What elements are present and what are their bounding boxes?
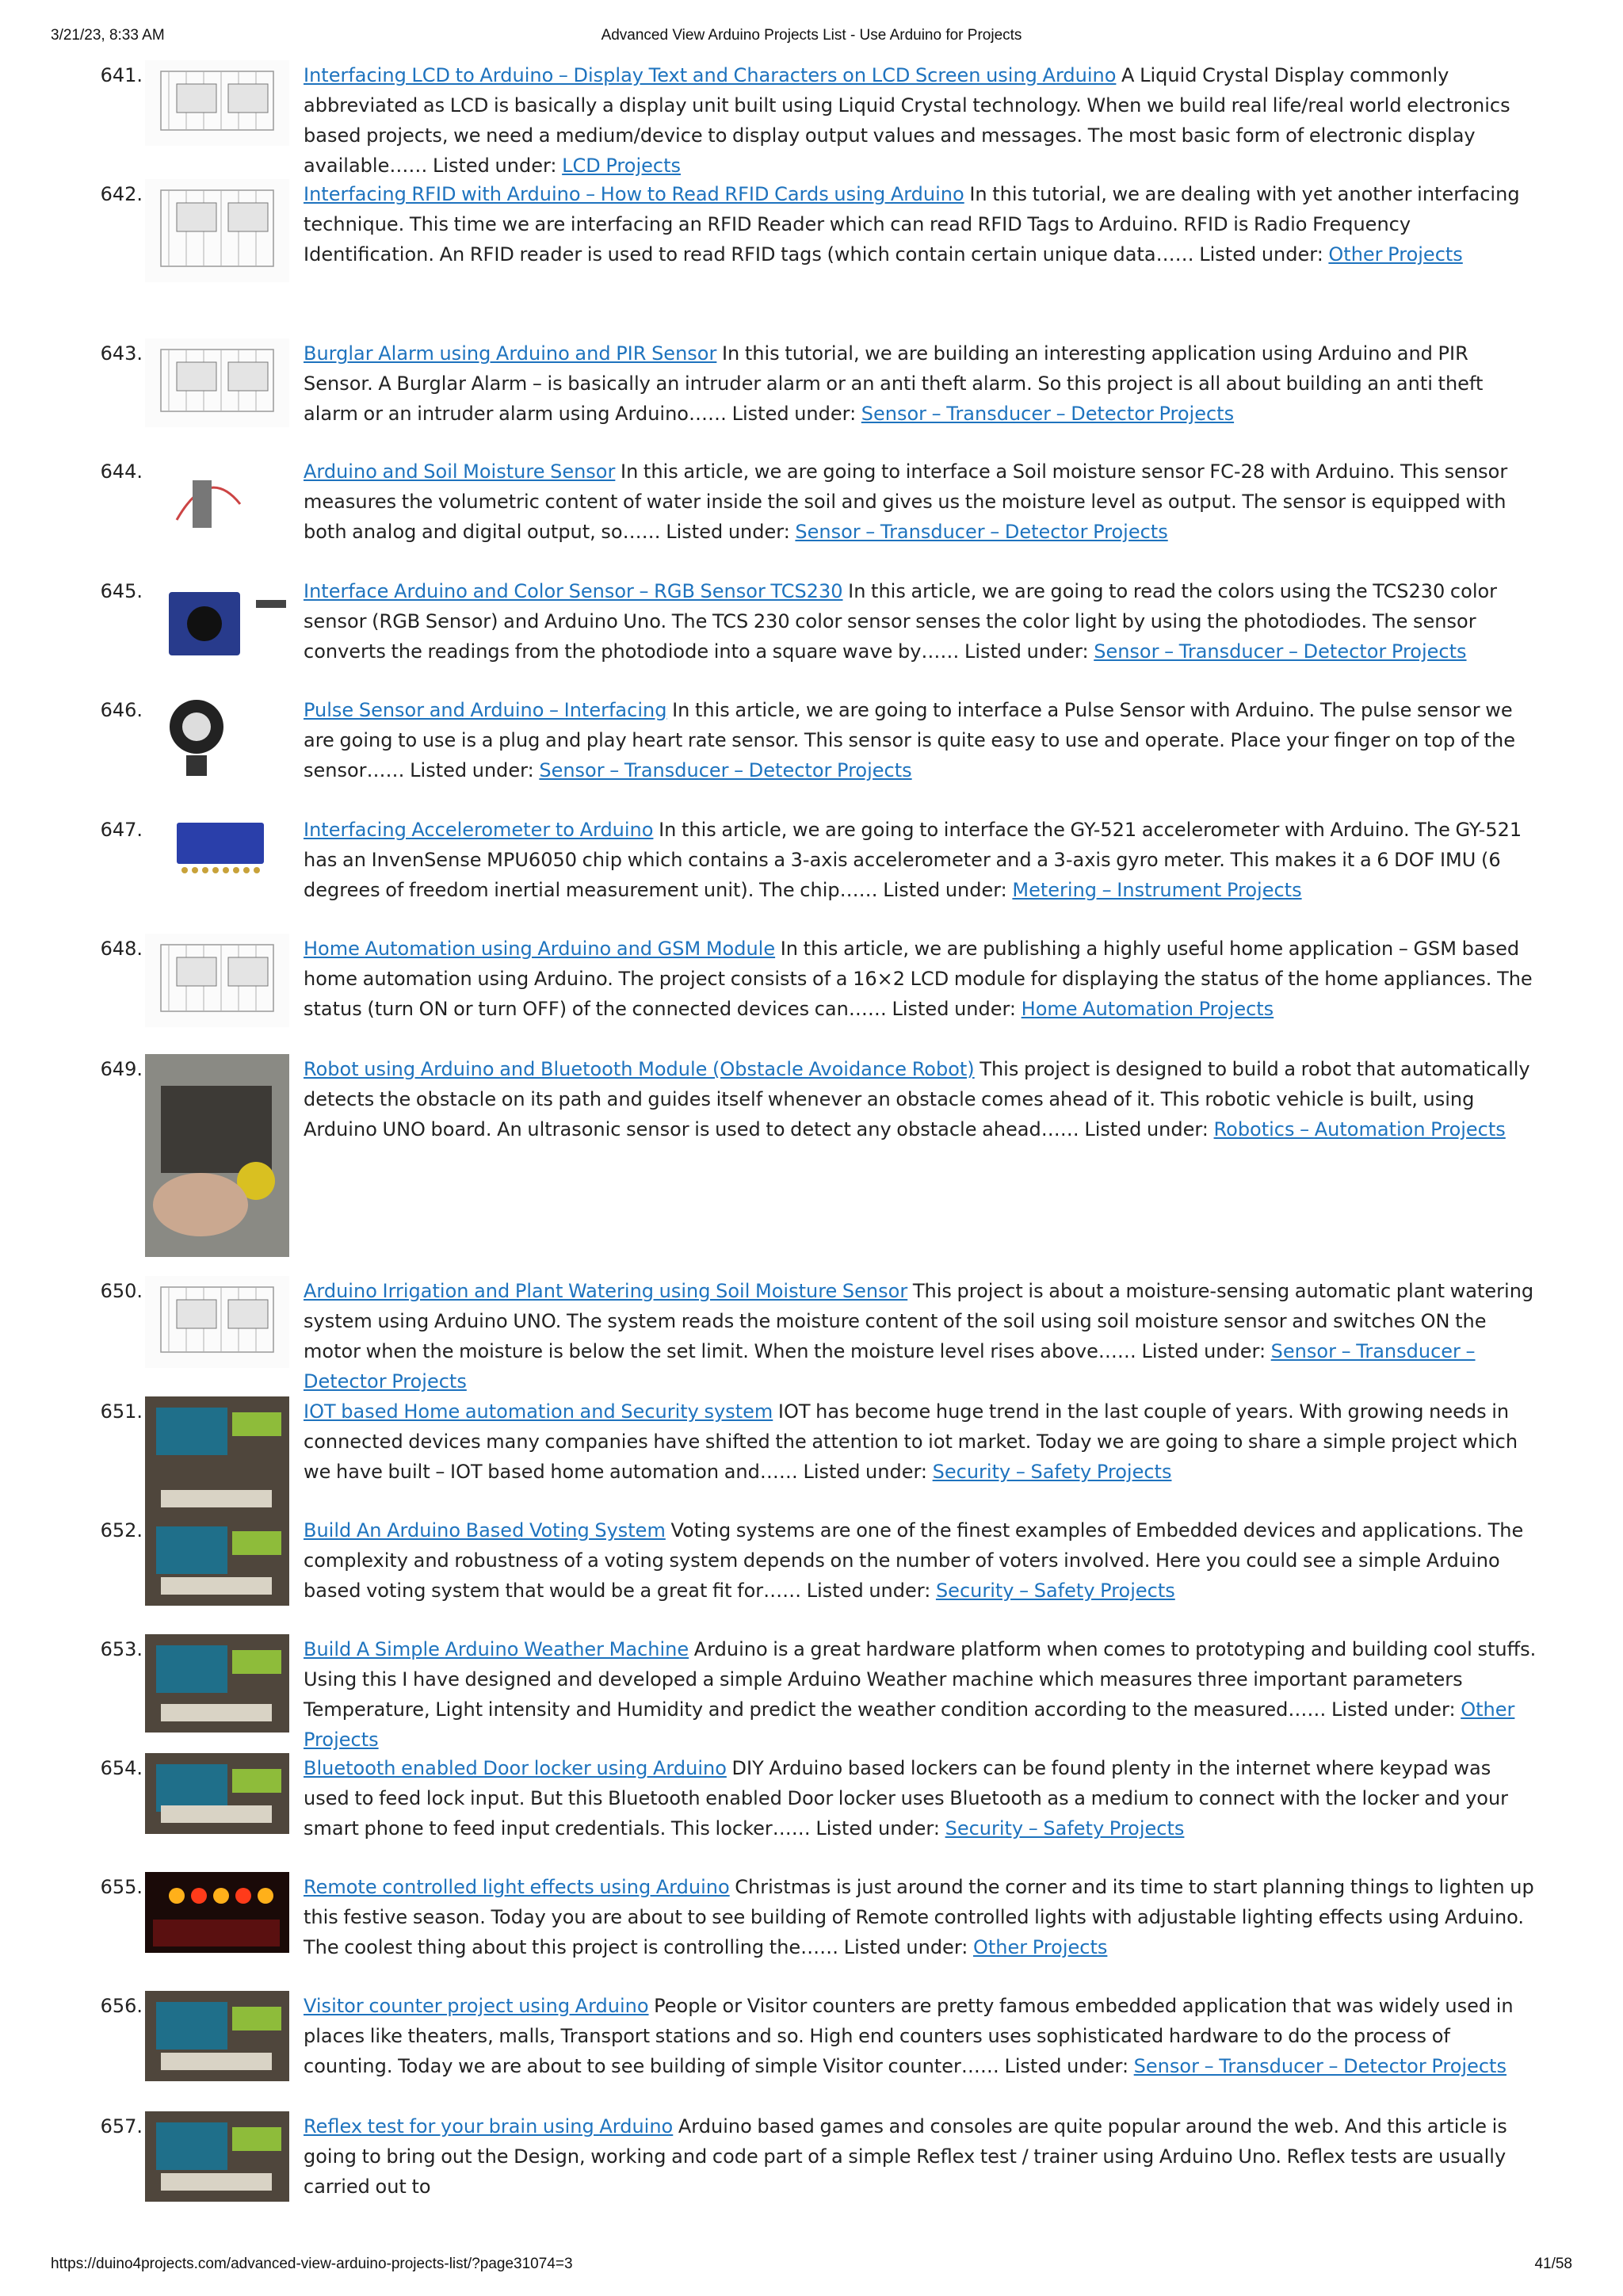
category-link[interactable]: Sensor – Transducer – Detector Projects [1094,640,1467,663]
project-title-link[interactable]: Interfacing LCD to Arduino – Display Text and Characters on LCD Screen using Arduino [304,64,1117,86]
project-title-link[interactable]: IOT based Home automation and Security system [304,1400,773,1423]
description-text: In this article, we are publishing a highly useful home application – GSM based home automation using Arduino. The project consists of a 16×2 LCD module for displaying the status of the home appliances. The status (turn ON or turn OFF) of the connected devices can…… Listed under: [304,938,1533,1020]
project-description [304,1634,1540,1755]
project-thumbnail[interactable] [145,2111,289,2202]
item-number: 644. [100,460,143,483]
category-link[interactable]: Other Projects [972,1936,1108,1958]
description-text: DIY Arduino based lockers can be found plenty in the internet where keypad was used to feed lock input. But this Bluetooth enabled Door locker uses Bluetooth as a medium to connect with the locker and your smart phone to feed input credentials. This locker…… Listed under: [304,1757,1509,1839]
description-text: People or Visitor counters are pretty famous embedded application that was widely used in places like theaters, malls, Transport stations and so. High end counters uses sophisticated hardware to do the process of counting. Today we are about to see building of simple Visitor counter…… Listed under: [304,1995,1514,2077]
category-link[interactable]: Sensor – Transducer – Detector Projects [539,759,912,781]
project-thumbnail[interactable] [145,576,289,663]
item-number: 642. [100,183,143,205]
item-number: 646. [100,699,143,721]
description-text: IOT has become huge trend in the last couple of years. With growing needs in connected devices many companies have shifted the attention to iot market. Today we are going to share a simple project which we have built – IOT based home automation and…… Listed under: [304,1400,1518,1483]
item-number: 654. [100,1757,143,1779]
project-description [304,815,1540,905]
category-link[interactable]: Robotics – Automation Projects [1213,1118,1506,1140]
project-description [304,1054,1540,1144]
project-thumbnail[interactable] [145,1991,289,2081]
description-text: Arduino is a great hardware platform when comes to prototyping and building cool stuffs. Using this I have designed and developed a simple Arduino Weather machine which measures three important parameters Temperature, Light intensity and Humidity and predict the weather condition according to the measured…… Listed under: [304,1638,1537,1721]
project-title-link[interactable]: Interfacing Accelerometer to Arduino [304,819,654,841]
project-thumbnail[interactable] [145,1276,289,1368]
project-title-link[interactable]: Bluetooth enabled Door locker using Arduino [304,1757,727,1779]
category-link[interactable]: Metering – Instrument Projects [1012,879,1302,901]
project-thumbnail[interactable] [145,1753,289,1834]
item-number: 648. [100,938,143,960]
print-page-number: 41/58 [1534,2256,1572,2272]
project-title-link[interactable]: Robot using Arduino and Bluetooth Module (Obstacle Avoidance Robot) [304,1058,975,1080]
item-number: 657. [100,2115,143,2137]
description-text: In this article, we are going to interface a Pulse Sensor with Arduino. The pulse sensor we are going to use is a plug and play heart rate sensor. This sensor is quite easy to use and operate. Place your finger on top of the sensor…… Listed under: [304,699,1515,781]
project-thumbnail[interactable] [145,1054,289,1257]
project-title-link[interactable]: Interface Arduino and Color Sensor – RGB Sensor TCS230 [304,580,843,602]
project-description [304,457,1540,547]
project-description [304,576,1540,667]
project-thumbnail[interactable] [145,60,289,146]
category-link[interactable]: LCD Projects [562,155,681,177]
project-title-link[interactable]: Pulse Sensor and Arduino – Interfacing [304,699,667,721]
project-title-link[interactable]: Burglar Alarm using Arduino and PIR Sensor [304,342,717,365]
category-link[interactable]: Security – Safety Projects [935,1580,1175,1602]
description-text: This project is designed to build a robot that automatically detects the obstacle on its path and guides itself whenever an obstacle comes ahead of it. This robotic vehicle is built, using Arduino UNO board. An ultrasonic sensor is used to detect any obstacle ahead…… Listed under: [304,1058,1530,1140]
description-text: In this article, we are going to read the colors using the TCS230 color sensor (RGB Sensor) and Arduino Uno. The TCS 230 color sensor senses the color light by using the photodiodes. The sensor converts the readings from the photodiode into a square wave by…… Listed under: [304,580,1498,663]
project-thumbnail[interactable] [145,1872,289,1953]
item-number: 651. [100,1400,143,1423]
description-text: This project is about a moisture-sensing automatic plant watering system using Arduino UNO. The system reads the moisture content of the soil using soil moisture sensor and switches ON the motor when the moisture is below the set limit. When the moisture level rises above…… Listed under: [304,1280,1534,1362]
description-text: In this tutorial, we are building an interesting application using Arduino and PIR Sensor. A Burglar Alarm – is basically an intruder alarm or an anti theft alarm. So this project is all about building an anti theft alarm or an intruder alarm using Arduino…… Listed under: [304,342,1484,425]
project-thumbnail[interactable] [145,179,289,282]
print-url: https://duino4projects.com/advanced-view-arduino-projects-list/?page31074=3 [51,2256,573,2272]
project-description [304,1396,1540,1487]
project-thumbnail[interactable] [145,1515,289,1606]
project-thumbnail[interactable] [145,815,289,878]
description-text: Voting systems are one of the finest examples of Embedded devices and applications. The complexity and robustness of a voting system depends on the number of voters involved. Here you could see a simple Arduino based voting system that would be a great fit for…… Listed under: [304,1519,1524,1602]
item-number: 650. [100,1280,143,1302]
category-link[interactable]: Security – Safety Projects [945,1817,1185,1839]
project-title-link[interactable]: Remote controlled light effects using Arduino [304,1876,730,1898]
description-text: In this article, we are going to interface a Soil moisture sensor FC-28 with Arduino. This sensor measures the volumetric content of water inside the soil and gives us the moisture level as output. The sensor is equipped with both analog and digital output, so…… Listed under: [304,460,1508,543]
project-thumbnail[interactable] [145,457,289,544]
project-thumbnail[interactable] [145,338,289,427]
item-number: 643. [100,342,143,365]
item-number: 649. [100,1058,143,1080]
project-description [304,60,1540,181]
project-title-link[interactable]: Build A Simple Arduino Weather Machine [304,1638,689,1660]
print-footer [51,2256,1572,2279]
project-thumbnail[interactable] [145,695,289,782]
project-description [304,338,1540,429]
project-description [304,934,1540,1024]
project-description [304,1753,1540,1843]
project-title-link[interactable]: Arduino Irrigation and Plant Watering using Soil Moisture Sensor [304,1280,908,1302]
description-text: Christmas is just around the corner and its time to start planning things to lighten up this festive season. Today you are about to see building of Remote controlled lights with adjustable lighting effects using Arduino. The coolest thing about this project is controlling the…… Listed under: [304,1876,1534,1958]
item-number: 653. [100,1638,143,1660]
project-description [304,695,1540,785]
category-link[interactable]: Sensor – Transducer – Detector Projects [304,1340,1476,1392]
description-text: In this article, we are going to interface the GY-521 accelerometer with Arduino. The GY-521 has an InvenSense MPU6050 chip which contains a 3-axis accelerometer and a 3-axis gyro meter. This makes it a 6 DOF IMU (6 degrees of freedom inertial measurement unit). The chip…… Listed under: [304,819,1522,901]
category-link[interactable]: Other Projects [1328,243,1463,266]
item-number: 641. [100,64,143,86]
category-link[interactable]: Security – Safety Projects [932,1461,1172,1483]
item-number: 645. [100,580,143,602]
project-title-link[interactable]: Home Automation using Arduino and GSM Module [304,938,776,960]
item-number: 647. [100,819,143,841]
item-number: 655. [100,1876,143,1898]
item-number: 656. [100,1995,143,2017]
project-description [304,2111,1540,2202]
project-thumbnail[interactable] [145,1634,289,1733]
project-description [304,1872,1540,1962]
project-description [304,1515,1540,1606]
category-link[interactable]: Sensor – Transducer – Detector Projects [861,403,1235,425]
project-title-link[interactable]: Reflex test for your brain using Arduino [304,2115,674,2137]
item-number: 652. [100,1519,143,1541]
project-title-link[interactable]: Interfacing RFID with Arduino – How to Read RFID Cards using Arduino [304,183,964,205]
category-link[interactable]: Other Projects [304,1698,1515,1751]
project-description [304,179,1540,269]
print-date: 3/21/23, 8:33 AM [51,27,165,44]
description-text: In this tutorial, we are dealing with yet another interfacing technique. This time we are interfacing an RFID Reader which can read RFID Tags to Arduino. RFID is Radio Frequency Identification. An RFID reader is used to read RFID tags (which contain certain unique data…… Listed under: [304,183,1520,266]
category-link[interactable]: Sensor – Transducer – Detector Projects [795,521,1168,543]
project-title-link[interactable]: Visitor counter project using Arduino [304,1995,649,2017]
project-description [304,1991,1540,2081]
description-text: A Liquid Crystal Display commonly abbreviated as LCD is basically a display unit built using Liquid Crystal technology. When we build real life/real world electronics based projects, we need a medium/device to display output values and messages. The most basic form of electronic display available…… Listed under: [304,64,1510,177]
print-header [51,27,1572,51]
category-link[interactable]: Sensor – Transducer – Detector Projects [1133,2055,1507,2077]
category-link[interactable]: Home Automation Projects [1021,998,1274,1020]
project-description [304,1276,1540,1396]
project-title-link[interactable]: Arduino and Soil Moisture Sensor [304,460,616,483]
project-thumbnail[interactable] [145,934,289,1027]
description-text: Arduino based games and consoles are quite popular around the web. And this article is going to bring out the Design, working and code part of a simple Reflex test / trainer using Arduino Uno. Reflex tests are usually carried out to [304,2115,1507,2198]
project-thumbnail[interactable] [145,1396,289,1519]
print-page-title: Advanced View Arduino Projects List - Use Arduino for Projects [601,27,1022,44]
project-title-link[interactable]: Build An Arduino Based Voting System [304,1519,666,1541]
